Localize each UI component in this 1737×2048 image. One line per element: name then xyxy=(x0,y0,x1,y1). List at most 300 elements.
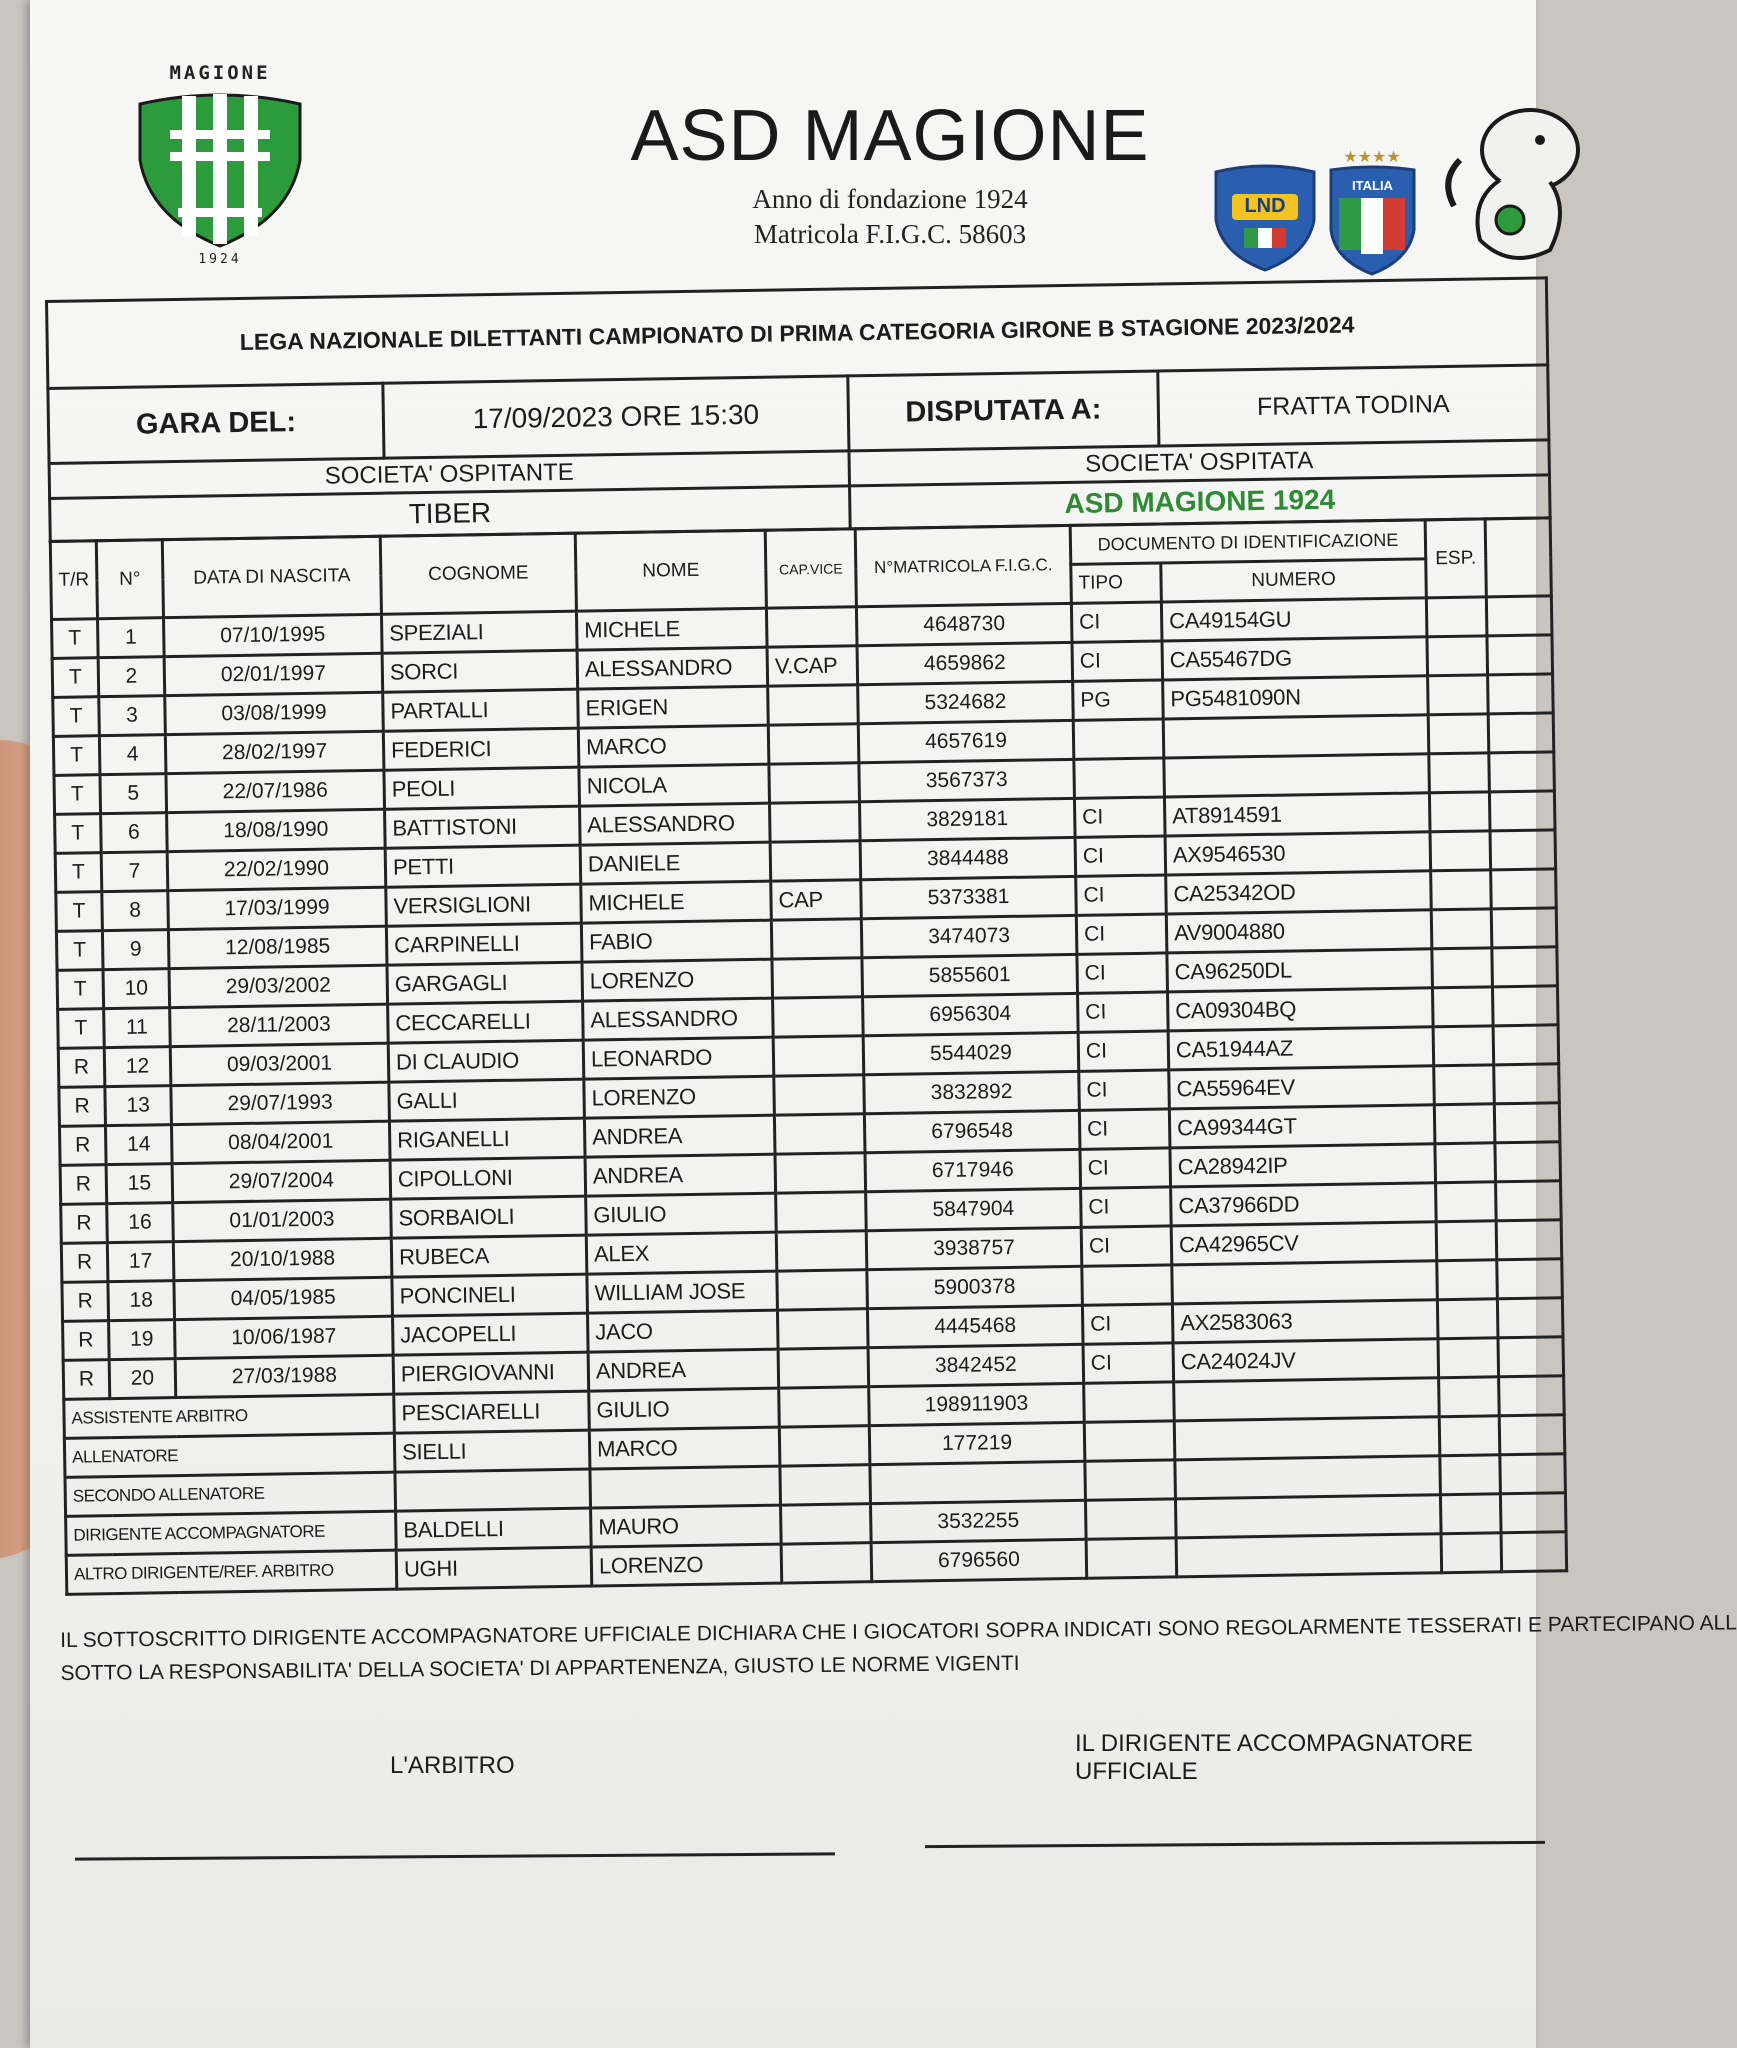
player-doc-number: CA99344GT xyxy=(1169,1105,1435,1148)
staff-name: GIULIO xyxy=(589,1388,780,1430)
player-extra xyxy=(1490,830,1556,870)
player-esp xyxy=(1429,753,1490,793)
staff-esp xyxy=(1441,1533,1502,1573)
player-doc-number: AV9004880 xyxy=(1166,910,1432,953)
player-doc-type: CI xyxy=(1072,641,1163,681)
player-captain xyxy=(776,1231,867,1271)
player-doc-type xyxy=(1073,719,1164,759)
player-surname: FEDERICI xyxy=(383,728,579,770)
player-tr: T xyxy=(55,814,102,854)
player-esp xyxy=(1438,1338,1499,1378)
player-captain xyxy=(775,1153,866,1193)
player-tr: R xyxy=(61,1243,108,1283)
ospitata-value: ASD MAGIONE 1924 xyxy=(850,475,1551,529)
player-matricola: 3842452 xyxy=(868,1344,1084,1386)
club-title: ASD MAGIONE xyxy=(630,96,1150,176)
declaration xyxy=(60,1610,1737,1691)
player-name: ALESSANDRO xyxy=(577,647,768,689)
player-doc-type: CI xyxy=(1079,1109,1170,1149)
player-name: LEONARDO xyxy=(583,1037,774,1079)
player-name: MICHELE xyxy=(576,608,767,650)
ospitata-label: SOCIETA' OSPITATA xyxy=(849,440,1549,486)
player-doc-number xyxy=(1163,715,1429,758)
player-matricola: 6956304 xyxy=(863,993,1079,1035)
player-number: 9 xyxy=(102,930,169,970)
col-num: N° xyxy=(96,540,163,619)
staff-doc-type xyxy=(1084,1382,1175,1422)
club-logo xyxy=(110,62,330,267)
player-esp xyxy=(1436,1221,1497,1261)
player-esp xyxy=(1436,1182,1497,1222)
staff-extra xyxy=(1499,1415,1565,1455)
player-captain: CAP xyxy=(771,880,862,920)
player-tr: R xyxy=(63,1360,110,1400)
staff-doc-type xyxy=(1084,1421,1175,1461)
referee-signature-line xyxy=(75,1852,835,1860)
player-esp xyxy=(1427,636,1488,676)
col-surname: COGNOME xyxy=(380,533,576,614)
staff-esp xyxy=(1439,1377,1500,1417)
player-surname: RIGANELLI xyxy=(389,1118,585,1160)
player-esp xyxy=(1431,870,1492,910)
player-name: MICHELE xyxy=(581,881,772,923)
staff-name: MARCO xyxy=(589,1427,780,1469)
col-name: NOME xyxy=(575,530,766,611)
staff-matricola: 3532255 xyxy=(871,1500,1087,1542)
player-number: 8 xyxy=(102,891,169,931)
col-matricola: N°MATRICOLA F.I.G.C. xyxy=(855,525,1071,606)
col-esp: ESP. xyxy=(1425,519,1486,598)
player-extra xyxy=(1492,986,1558,1026)
col-numero: NUMERO xyxy=(1161,559,1427,602)
player-number: 15 xyxy=(106,1164,173,1204)
player-doc-type: CI xyxy=(1081,1187,1172,1227)
staff-matricola: 6796560 xyxy=(871,1539,1087,1581)
player-doc-number: CA42965CV xyxy=(1171,1222,1437,1265)
player-doc-type: CI xyxy=(1081,1226,1172,1266)
player-name: WILLIAM JOSE xyxy=(587,1271,778,1313)
player-captain xyxy=(777,1270,868,1310)
italia-text: ITALIA xyxy=(1352,178,1393,193)
player-doc-type: CI xyxy=(1076,875,1167,915)
player-number: 14 xyxy=(105,1125,172,1165)
player-name: ANDREA xyxy=(585,1154,776,1196)
staff-extra xyxy=(1500,1493,1566,1533)
player-name: LORENZO xyxy=(584,1076,775,1118)
player-matricola: 5373381 xyxy=(861,876,1077,918)
player-number: 20 xyxy=(109,1359,176,1399)
player-esp xyxy=(1431,909,1492,949)
player-extra xyxy=(1495,1142,1561,1182)
player-matricola: 3938757 xyxy=(866,1227,1082,1269)
player-extra xyxy=(1497,1298,1563,1338)
player-captain xyxy=(773,1036,864,1076)
player-number: 2 xyxy=(98,657,165,697)
player-birth-date: 28/11/2003 xyxy=(170,1004,389,1046)
player-esp xyxy=(1428,714,1489,754)
col-extra xyxy=(1485,518,1551,597)
player-doc-type xyxy=(1082,1265,1173,1305)
player-esp xyxy=(1426,597,1487,637)
staff-surname: PESCIARELLI xyxy=(394,1391,590,1433)
player-number: 12 xyxy=(104,1047,171,1087)
player-doc-type xyxy=(1074,758,1165,798)
player-doc-number: CA49154GU xyxy=(1161,598,1427,641)
player-number: 5 xyxy=(100,774,167,814)
player-tr: R xyxy=(63,1321,110,1361)
staff-body xyxy=(64,1376,1567,1595)
col-birth: DATA DI NASCITA xyxy=(162,536,381,617)
player-number: 18 xyxy=(108,1281,175,1321)
svg-text:★★★★: ★★★★ xyxy=(1343,149,1401,166)
player-doc-type: CI xyxy=(1077,953,1168,993)
player-tr: T xyxy=(57,970,104,1010)
player-doc-number xyxy=(1164,754,1430,797)
player-birth-date: 22/02/1990 xyxy=(167,848,386,890)
staff-doc-number xyxy=(1174,1417,1440,1460)
player-doc-number: CA24024JV xyxy=(1173,1339,1439,1382)
player-matricola: 6796548 xyxy=(864,1110,1080,1152)
player-tr: T xyxy=(52,619,99,659)
player-extra xyxy=(1489,752,1555,792)
player-surname: GARGAGLI xyxy=(387,962,583,1004)
player-esp xyxy=(1430,831,1491,871)
player-tr: T xyxy=(55,853,102,893)
player-birth-date: 29/07/1993 xyxy=(171,1082,390,1124)
player-birth-date: 08/04/2001 xyxy=(171,1121,390,1163)
ospitante-label: SOCIETA' OSPITANTE xyxy=(49,451,849,499)
player-esp xyxy=(1434,1065,1495,1105)
player-doc-type: CI xyxy=(1074,797,1165,837)
staff-doc-type xyxy=(1085,1499,1176,1539)
form-header-table xyxy=(45,276,1552,543)
staff-esp xyxy=(1439,1416,1500,1456)
player-doc-number: CA09304BQ xyxy=(1168,988,1434,1031)
player-surname: BATTISTONI xyxy=(385,806,581,848)
staff-matricola: 177219 xyxy=(869,1422,1085,1464)
disputata-label: DISPUTATA A: xyxy=(848,371,1159,451)
player-extra xyxy=(1494,1103,1560,1143)
player-captain xyxy=(769,802,860,842)
player-surname: PEOLI xyxy=(384,767,580,809)
player-extra xyxy=(1487,635,1553,675)
player-esp xyxy=(1434,1104,1495,1144)
gara-label: GARA DEL: xyxy=(48,383,384,463)
player-tr: T xyxy=(53,697,100,737)
player-doc-type: CI xyxy=(1078,992,1169,1032)
player-surname: SPEZIALI xyxy=(381,611,577,653)
player-doc-number: CA28942IP xyxy=(1170,1144,1436,1187)
player-doc-type: CI xyxy=(1075,836,1166,876)
player-number: 6 xyxy=(101,813,168,853)
player-matricola: 3474073 xyxy=(861,915,1077,957)
player-esp xyxy=(1435,1143,1496,1183)
staff-doc-number xyxy=(1175,1456,1441,1499)
player-captain xyxy=(774,1114,865,1154)
player-captain xyxy=(769,763,860,803)
player-matricola: 4445468 xyxy=(867,1305,1083,1347)
player-surname: DI CLAUDIO xyxy=(388,1040,584,1082)
player-extra xyxy=(1489,791,1555,831)
player-number: 16 xyxy=(107,1203,174,1243)
player-esp xyxy=(1432,987,1493,1027)
player-matricola: 5324682 xyxy=(858,681,1074,723)
player-captain xyxy=(770,841,861,881)
player-tr: R xyxy=(61,1204,108,1244)
player-name: FABIO xyxy=(581,920,772,962)
player-tr: R xyxy=(58,1048,105,1088)
player-surname: PIERGIOVANNI xyxy=(393,1352,589,1394)
player-matricola: 6717946 xyxy=(865,1149,1081,1191)
player-surname: GALLI xyxy=(389,1079,585,1121)
player-birth-date: 28/02/1997 xyxy=(165,731,384,773)
player-extra xyxy=(1486,596,1552,636)
player-captain: V.CAP xyxy=(767,646,858,686)
boar-mascot-icon xyxy=(1440,90,1580,290)
staff-cap xyxy=(779,1387,870,1427)
staff-role: ALLENATORE xyxy=(64,1433,395,1477)
lnd-badge xyxy=(1210,162,1320,277)
player-birth-date: 20/10/1988 xyxy=(173,1238,392,1280)
col-cap: CAP.VICE xyxy=(765,529,856,608)
player-surname: PONCINELI xyxy=(392,1274,588,1316)
player-esp xyxy=(1437,1299,1498,1339)
player-doc-number xyxy=(1172,1261,1438,1304)
matricola-text: Matricola F.I.G.C. 58603 xyxy=(753,219,1027,250)
founded-text: Anno di fondazione 1924 xyxy=(752,184,1028,214)
player-name: ALEX xyxy=(586,1232,777,1274)
player-doc-number: AT8914591 xyxy=(1164,793,1430,836)
staff-surname: BALDELLI xyxy=(396,1508,592,1550)
league-title: LEGA NAZIONALE DILETTANTI CAMPIONATO DI PRIMA CATEGORIA GIRONE B STAGIONE 2023/2024 xyxy=(47,278,1548,389)
staff-doc-type xyxy=(1086,1538,1177,1578)
player-doc-number: CA37966DD xyxy=(1171,1183,1437,1226)
player-captain xyxy=(778,1348,869,1388)
player-doc-number: CA25342OD xyxy=(1166,871,1432,914)
declaration-line-1: IL SOTTOSCRITTO DIRIGENTE ACCOMPAGNATORE UFFICIALE DICHIARA CHE I GIOCATORI SOPRA INDICATI SONO REGOLARMENTE TESSERATI E PARTECIPANO ALL xyxy=(60,1611,1737,1652)
player-doc-number: CA51944AZ xyxy=(1168,1027,1434,1070)
player-surname: CECCARELLI xyxy=(388,1001,584,1043)
logo-year-text: 1924 xyxy=(198,252,242,267)
player-number: 11 xyxy=(104,1008,171,1048)
player-esp xyxy=(1432,948,1493,988)
player-surname: PARTALLI xyxy=(383,689,579,731)
player-extra xyxy=(1498,1337,1564,1377)
player-birth-date: 29/03/2002 xyxy=(169,965,388,1007)
player-esp xyxy=(1428,675,1489,715)
mascot-logo xyxy=(1440,90,1580,295)
player-doc-type: CI xyxy=(1080,1148,1171,1188)
staff-esp xyxy=(1440,1455,1501,1495)
player-tr: T xyxy=(58,1009,105,1049)
player-matricola: 5855601 xyxy=(862,954,1078,996)
player-birth-date: 17/03/1999 xyxy=(168,887,387,929)
player-matricola: 3844488 xyxy=(860,837,1076,879)
lnd-text: LND xyxy=(1244,195,1286,217)
staff-doc-number xyxy=(1176,1534,1442,1577)
logo-top-text: MAGIONE xyxy=(169,62,271,84)
player-tr: T xyxy=(52,658,99,698)
italia-badge xyxy=(1325,148,1420,283)
player-birth-date: 02/01/1997 xyxy=(164,653,383,695)
staff-name: LORENZO xyxy=(591,1544,782,1586)
player-doc-type: CI xyxy=(1082,1304,1173,1344)
player-matricola: 4648730 xyxy=(856,603,1072,645)
player-birth-date: 10/06/1987 xyxy=(175,1316,394,1358)
players-table xyxy=(49,516,1568,1595)
player-esp xyxy=(1429,792,1490,832)
staff-cap xyxy=(781,1504,872,1544)
player-birth-date: 22/07/1986 xyxy=(166,770,385,812)
player-tr: R xyxy=(60,1165,107,1205)
player-matricola: 5847904 xyxy=(866,1188,1082,1230)
player-extra xyxy=(1494,1064,1560,1104)
player-name: MARCO xyxy=(578,725,769,767)
player-birth-date: 07/10/1995 xyxy=(164,614,383,656)
player-name: DANIELE xyxy=(580,842,771,884)
player-birth-date: 27/03/1988 xyxy=(175,1355,394,1397)
player-doc-number: CA55467DG xyxy=(1162,637,1428,680)
player-name: ANDREA xyxy=(584,1115,775,1157)
players-body xyxy=(52,596,1564,1399)
player-surname: CARPINELLI xyxy=(386,923,582,965)
player-birth-date: 29/07/2004 xyxy=(172,1160,391,1202)
director-signature-label: IL DIRIGENTE ACCOMPAGNATORE UFFICIALE xyxy=(1075,1730,1473,1785)
staff-cap xyxy=(780,1465,871,1505)
player-doc-number: PG5481090N xyxy=(1163,676,1429,719)
player-surname: CIPOLLONI xyxy=(390,1157,586,1199)
player-doc-type: CI xyxy=(1083,1343,1174,1383)
player-extra xyxy=(1496,1181,1562,1221)
staff-doc-type xyxy=(1085,1460,1176,1500)
staff-extra xyxy=(1500,1454,1566,1494)
player-captain xyxy=(768,724,859,764)
player-matricola: 4657619 xyxy=(858,720,1074,762)
staff-surname: UGHI xyxy=(396,1547,592,1589)
player-extra xyxy=(1493,1025,1559,1065)
player-extra xyxy=(1497,1259,1563,1299)
player-number: 4 xyxy=(99,735,166,775)
staff-extra xyxy=(1499,1376,1565,1416)
player-number: 10 xyxy=(103,969,170,1009)
player-captain xyxy=(776,1192,867,1232)
staff-cap xyxy=(781,1543,872,1583)
col-doc: DOCUMENTO DI IDENTIFICAZIONE xyxy=(1070,520,1426,565)
player-number: 17 xyxy=(107,1242,174,1282)
player-number: 19 xyxy=(109,1320,176,1360)
staff-name xyxy=(590,1466,781,1508)
player-extra xyxy=(1496,1220,1562,1260)
player-name: ANDREA xyxy=(588,1349,779,1391)
player-name: GIULIO xyxy=(586,1193,777,1235)
player-name: ALESSANDRO xyxy=(583,998,774,1040)
player-captain xyxy=(774,1075,865,1115)
staff-name: MAURO xyxy=(591,1505,782,1547)
player-birth-date: 18/08/1990 xyxy=(167,809,386,851)
player-name: ALESSANDRO xyxy=(580,803,771,845)
player-tr: R xyxy=(62,1282,109,1322)
player-number: 7 xyxy=(101,852,168,892)
player-name: ERIGEN xyxy=(578,686,769,728)
staff-extra xyxy=(1501,1532,1567,1572)
player-matricola: 5544029 xyxy=(863,1032,1079,1074)
staff-doc-number xyxy=(1175,1495,1441,1538)
staff-role: DIRIGENTE ACCOMPAGNATORE xyxy=(66,1511,397,1555)
staff-role: ALTRO DIRIGENTE/REF. ARBITRO xyxy=(66,1550,397,1594)
player-tr: T xyxy=(56,892,103,932)
player-esp xyxy=(1433,1026,1494,1066)
player-captain xyxy=(771,919,862,959)
player-tr: T xyxy=(54,775,101,815)
player-tr: T xyxy=(56,931,103,971)
player-surname: VERSIGLIONI xyxy=(386,884,582,926)
gara-value: 17/09/2023 ORE 15:30 xyxy=(383,376,849,458)
col-tr: T/R xyxy=(50,541,97,620)
player-name: LORENZO xyxy=(582,959,773,1001)
player-surname: JACOPELLI xyxy=(393,1313,589,1355)
player-doc-type: CI xyxy=(1076,914,1167,954)
player-surname: SORBAIOLI xyxy=(391,1196,587,1238)
staff-matricola xyxy=(870,1461,1086,1503)
match-form xyxy=(45,276,1565,1595)
player-captain xyxy=(772,958,863,998)
col-tipo: TIPO xyxy=(1071,563,1162,603)
player-number: 1 xyxy=(98,618,165,658)
player-extra xyxy=(1488,674,1554,714)
player-doc-type: CI xyxy=(1079,1070,1170,1110)
player-esp xyxy=(1437,1260,1498,1300)
player-birth-date: 03/08/1999 xyxy=(165,692,384,734)
player-doc-type: CI xyxy=(1078,1031,1169,1071)
player-surname: PETTI xyxy=(385,845,581,887)
staff-doc-number xyxy=(1174,1378,1440,1421)
player-matricola: 3567373 xyxy=(859,759,1075,801)
staff-role: SECONDO ALLENATORE xyxy=(65,1472,396,1516)
declaration-line-2: SOTTO LA RESPONSABILITA' DELLA SOCIETA' DI APPARTENENZA, GIUSTO LE NORME VIGENTI xyxy=(60,1651,1020,1685)
staff-matricola: 198911903 xyxy=(869,1383,1085,1425)
staff-role: ASSISTENTE ARBITRO xyxy=(64,1394,395,1438)
player-doc-number: CA96250DL xyxy=(1167,949,1433,992)
director-signature-line xyxy=(925,1841,1545,1848)
player-surname: RUBECA xyxy=(391,1235,587,1277)
italia-shield-icon xyxy=(1325,148,1420,278)
player-extra xyxy=(1491,869,1557,909)
player-name: JACO xyxy=(587,1310,778,1352)
ospitante-value: TIBER xyxy=(50,486,851,542)
referee-signature-label: L'ARBITRO xyxy=(390,1752,515,1779)
club-header xyxy=(620,96,1160,252)
player-extra xyxy=(1491,908,1557,948)
player-doc-type: CI xyxy=(1071,602,1162,642)
player-doc-number: AX9546530 xyxy=(1165,832,1431,875)
player-birth-date: 04/05/1985 xyxy=(174,1277,393,1319)
player-birth-date: 09/03/2001 xyxy=(170,1043,389,1085)
player-captain xyxy=(768,685,859,725)
player-tr: R xyxy=(59,1126,106,1166)
player-captain xyxy=(766,607,857,647)
player-tr: T xyxy=(53,736,100,776)
player-name: NICOLA xyxy=(579,764,770,806)
player-matricola: 5900378 xyxy=(867,1266,1083,1308)
disputata-value: FRATTA TODINA xyxy=(1158,365,1549,446)
player-surname: SORCI xyxy=(382,650,578,692)
player-birth-date: 12/08/1985 xyxy=(168,926,387,968)
player-matricola: 4659862 xyxy=(857,642,1073,684)
player-doc-number: AX2583063 xyxy=(1172,1300,1438,1343)
staff-cap xyxy=(779,1426,870,1466)
player-tr: R xyxy=(59,1087,106,1127)
staff-surname: SIELLI xyxy=(394,1430,590,1472)
